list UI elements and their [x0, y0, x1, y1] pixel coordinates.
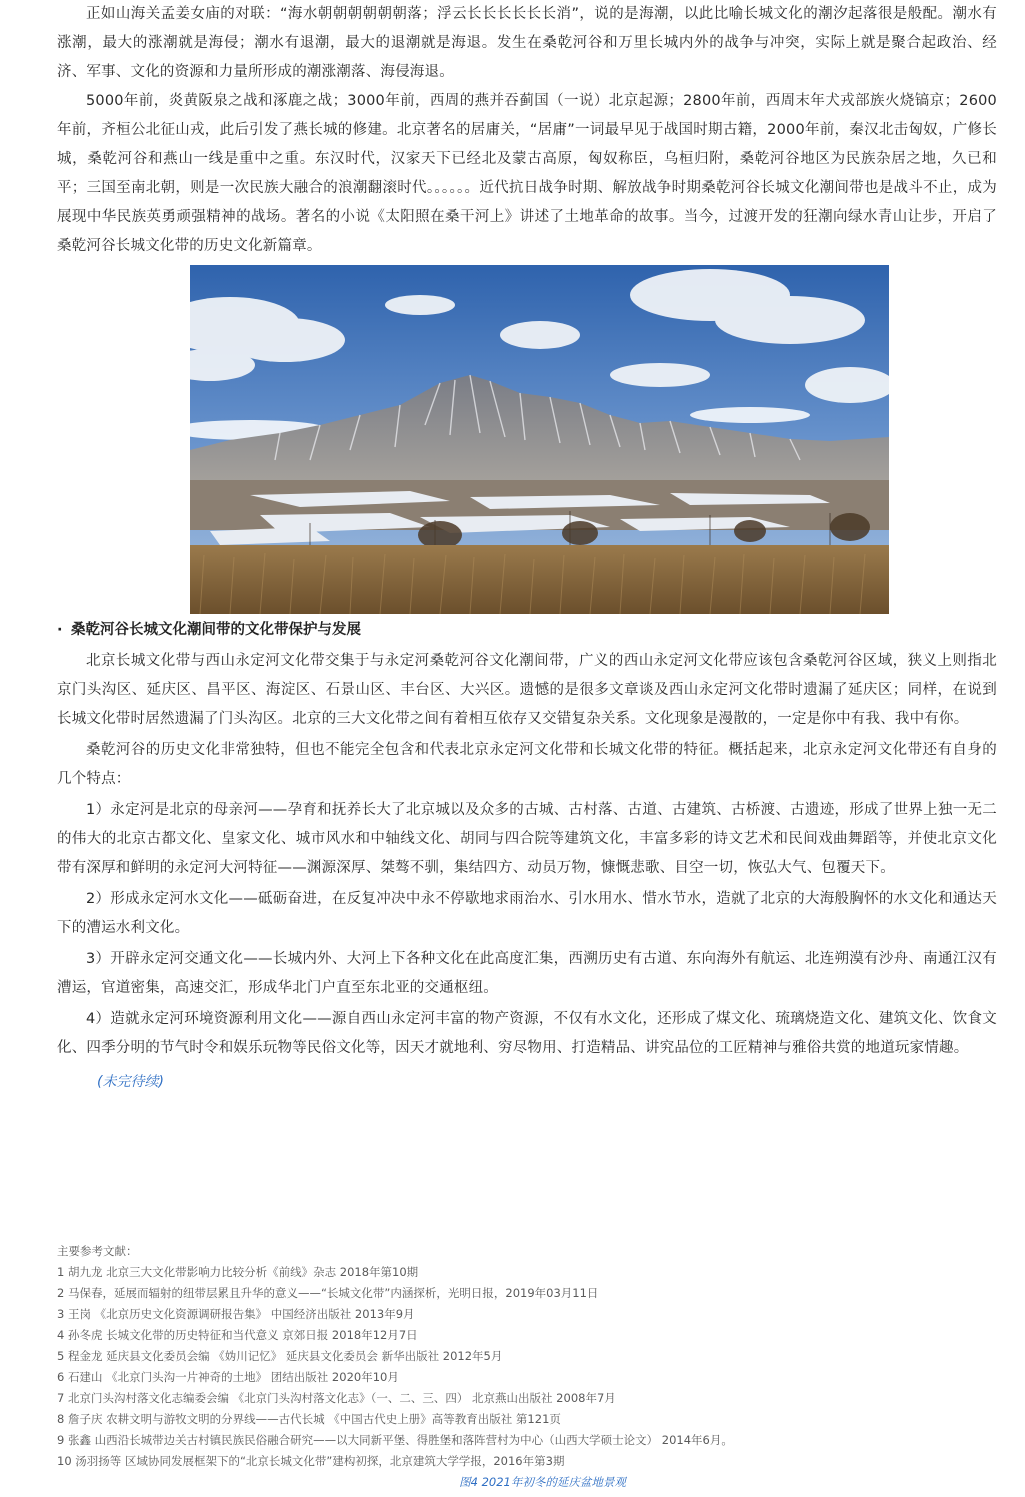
article-paragraph: 2）形成永定河水文化——砥砺奋进，在反复冲决中永不停歇地求雨治水、引水用水、惜水节水，造就了北京的大海般胸怀的水文化和通达天下的漕运水利文化。: [57, 891, 997, 936]
reference-item: 6 石建山 《北京门头沟一片神奇的土地》 团结出版社 2020年10月: [57, 1370, 399, 1384]
reference-item: 8 詹子庆 农耕文明与游牧文明的分界线——古代长城 《中国古代史上册》高等教育出版社 第121页: [57, 1412, 561, 1426]
article-body: [57, 0, 997, 1095]
landscape-photo: [190, 265, 889, 614]
references-section: [57, 1241, 997, 1472]
article-paragraph: 桑乾河谷的历史文化非常独特，但也不能完全包含和代表北京永定河文化带和长城文化带的特征。概括起来，北京永定河文化带还有自身的几个特点：: [57, 742, 997, 787]
to-be-continued-note: (未完待续): [97, 1074, 164, 1090]
article-paragraph: 北京长城文化带与西山永定河文化带交集于与永定河桑乾河谷文化潮间带，广义的西山永定河文化带应该包含桑乾河谷区域，狭义上则指北京门头沟区、延庆区、昌平区、海淀区、石景山区、丰台区、大兴区。遗憾的是很多文章谈及西山永定河文化带时遗漏了延庆区；同样，在说到长城文化带时居然遗漏了门头沟区。北京的三大文化带之间有着相互依存又交错复杂关系。文化现象是漫散的，一定是你中有我、我中有你。: [57, 653, 997, 727]
reference-item: 2 马保春，延展而辐射的纽带层累且升华的意义——“长城文化带”内涵探析，光明日报，2019年03月11日: [57, 1286, 599, 1300]
section-heading: [57, 616, 997, 645]
reference-item: 4 孙冬虎 长城文化带的历史特征和当代意义 京郊日报 2018年12月7日: [57, 1328, 418, 1342]
reference-item: 7 北京门头沟村落文化志编委会编 《北京门头沟村落文化志》（一、二、三、四） 北京燕山出版社 2008年7月: [57, 1391, 616, 1405]
section-heading-text: 桑乾河谷长城文化潮间带的文化带保护与发展: [71, 622, 361, 638]
references-title: 主要参考文献：: [57, 1244, 138, 1258]
reference-item: 3 王岗 《北京历史文化资源调研报告集》 中国经济出版社 2013年9月: [57, 1307, 415, 1321]
reference-item: 5 程金龙 延庆县文化委员会编 《妫川记忆》 延庆县文化委员会 新华出版社 2012年5月: [57, 1349, 503, 1363]
section-heading-bullet: ·: [57, 622, 63, 638]
article-paragraph: 4）造就永定河环境资源利用文化——源自西山永定河丰富的物产资源，不仅有水文化，还形成了煤文化、琉璃烧造文化、建筑文化、饮食文化、四季分明的节气时令和娱乐玩物等民俗文化等，因天才就地利、穷尽物用、打造精品、讲究品位的工匠精神与雅俗共赏的地道玩家情趣。: [57, 1011, 997, 1056]
article-paragraph: 3）开辟永定河交通文化——长城内外、大河上下各种文化在此高度汇集，西溯历史有古道、东向海外有航运、北连朔漠有沙舟、南通江汉有漕运，官道密集，高速交汇，形成华北门户直至东北亚的交通枢纽。: [57, 951, 997, 996]
photo-caption: 图4 2021年初冬的延庆盆地景观: [459, 1475, 626, 1489]
article-paragraph: 1）永定河是北京的母亲河——孕育和抚养长大了北京城以及众多的古城、古村落、古道、古建筑、古桥渡、古遗迹，形成了世界上独一无二的伟大的北京古都文化、皇家文化、城市风水和中轴线文化、胡同与四合院等建筑文化，丰富多彩的诗文艺术和民间戏曲舞蹈等，并使北京文化带有深厚和鲜明的永定河大河特征——渊源深厚、桀骜不驯，集结四方、动员万物，慷慨悲歌、目空一切，恢弘大气、包覆天下。: [57, 802, 997, 876]
article-paragraph: 正如山海关孟姜女庙的对联：“海水朝朝朝朝朝朝落；浮云长长长长长长消”，说的是海潮，以此比喻长城文化的潮汐起落很是般配。潮水有涨潮，最大的涨潮就是海侵；潮水有退潮，最大的退潮就是海退。发生在桑乾河谷和万里长城内外的战争与冲突，实际上就是聚合起政治、经济、军事、文化的资源和力量所形成的潮涨潮落、海侵海退。: [57, 6, 997, 80]
reference-item: 10 汤羽扬等 区域协同发展框架下的“北京长城文化带”建构初探，北京建筑大学学报，2016年第3期: [57, 1454, 565, 1468]
reference-item: 9 张鑫 山西沿长城带边关古村镇民族民俗融合研究——以大同新平堡、得胜堡和落阵营村为中心（山西大学硕士论文） 2014年6月。: [57, 1433, 733, 1447]
article-paragraph: 5000年前，炎黄阪泉之战和涿鹿之战；3000年前，西周的燕并吞蓟国（一说）北京起源；2800年前，西周末年犬戎部族火烧镐京；2600年前，齐桓公北征山戎，此后引发了燕长城的修建。北京著名的居庸关，“居庸”一词最早见于战国时期古籍，2000年前，秦汉北击匈奴，广修长城，桑乾河谷和燕山一线是重中之重。东汉时代，汉家天下已经北及蒙古高原，匈奴称臣，乌桓归附，桑乾河谷地区为民族杂居之地，久已和平；三国至南北朝，则是一次民族大融合的浪潮翻滚时代。。。。。。近代抗日战争时期、解放战争时期桑乾河谷长城文化潮间带也是战斗不止，成为展现中华民族英勇顽强精神的战场。著名的小说《太阳照在桑干河上》讲述了土地革命的故事。当今，过渡开发的狂潮向绿水青山让步，开启了桑乾河谷长城文化带的历史文化新篇章。: [57, 93, 997, 254]
reference-item: 1 胡九龙 北京三大文化带影响力比较分析《前线》杂志 2018年第10期: [57, 1265, 419, 1279]
